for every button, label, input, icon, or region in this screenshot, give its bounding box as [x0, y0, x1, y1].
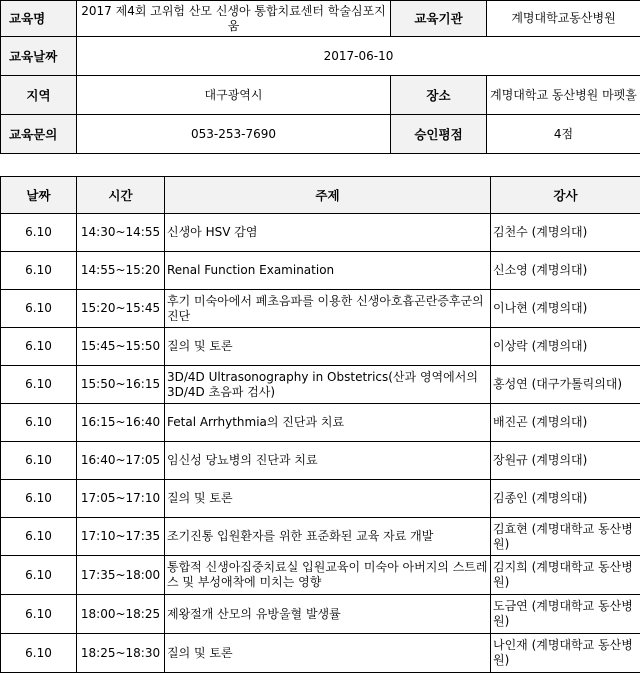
table-row [1, 290, 640, 328]
row-time: 14:55~15:20 [77, 252, 165, 290]
row-time: 15:20~15:45 [77, 290, 165, 328]
row-topic: 후기 미숙아에서 폐초음파를 이용한 신생아호흡곤란증후군의 진단 [165, 290, 491, 328]
row-lecturer: 배진곤 (계명의대) [491, 404, 640, 442]
row-lecturer: 나인재 (계명대학교 동산병원) [491, 634, 640, 673]
date-value: 2017-06-10 [77, 37, 640, 76]
row-time: 18:00~18:25 [77, 595, 165, 634]
date-label: 교육날짜 [1, 37, 77, 76]
row-time: 18:25~18:30 [77, 634, 165, 673]
table-row [1, 518, 640, 556]
table-row [1, 214, 640, 252]
row-lecturer: 장원규 (계명의대) [491, 442, 640, 480]
row-date: 6.10 [1, 556, 77, 595]
row-time: 17:05~17:10 [77, 480, 165, 518]
row-topic: 통합적 신생아집중치료실 입원교육이 미숙아 아버지의 스트레스 및 부성애착에 미치는 영향 [165, 556, 491, 595]
row-date: 6.10 [1, 214, 77, 252]
row-time: 17:10~17:35 [77, 518, 165, 556]
row-topic: 3D/4D Ultrasonography in Obstetrics(산과 영역에서의 3D/4D 초음파 검사) [165, 366, 491, 404]
course-info-table [0, 0, 640, 154]
row-lecturer: 도금연 (계명대학교 동산병원) [491, 595, 640, 634]
schedule-header-lecturer: 강사 [491, 177, 640, 214]
venue-value: 계명대학교 동산병원 마펫홀 [487, 76, 640, 115]
row-time: 14:30~14:55 [77, 214, 165, 252]
row-date: 6.10 [1, 366, 77, 404]
row-lecturer: 홍성연 (대구가톨릭의대) [491, 366, 640, 404]
table-row [1, 404, 640, 442]
row-topic: 질의 및 토론 [165, 328, 491, 366]
row-topic: 조기진통 입원환자를 위한 표준화된 교육 자료 개발 [165, 518, 491, 556]
table-row [1, 366, 640, 404]
row-lecturer: 이나현 (계명의대) [491, 290, 640, 328]
row-lecturer: 김효현 (계명대학교 동산병원) [491, 518, 640, 556]
row-date: 6.10 [1, 518, 77, 556]
course-name-value: 2017 제4회 고위험 산모 신생아 통합치료센터 학술심포지움 [77, 1, 391, 37]
institution-label: 교육기관 [391, 1, 487, 37]
institution-value: 계명대학교동산병원 [487, 1, 640, 37]
row-topic: Renal Function Examination [165, 252, 491, 290]
date-row [1, 37, 640, 76]
row-date: 6.10 [1, 290, 77, 328]
schedule-table [0, 176, 640, 673]
row-topic: 임신성 당뇨병의 진단과 치료 [165, 442, 491, 480]
row-topic: 질의 및 토론 [165, 480, 491, 518]
table-row [1, 252, 640, 290]
row-date: 6.10 [1, 634, 77, 673]
region-row [1, 76, 640, 115]
region-label: 지역 [1, 76, 77, 115]
row-lecturer: 김천수 (계명의대) [491, 214, 640, 252]
course-name-label: 교육명 [1, 1, 77, 37]
row-time: 16:40~17:05 [77, 442, 165, 480]
table-row [1, 442, 640, 480]
row-date: 6.10 [1, 404, 77, 442]
schedule-header-row [1, 177, 640, 214]
schedule-header-time: 시간 [77, 177, 165, 214]
row-lecturer: 신소영 (계명의대) [491, 252, 640, 290]
row-date: 6.10 [1, 480, 77, 518]
contact-row [1, 115, 640, 154]
row-lecturer: 김지희 (계명대학교 동산병원) [491, 556, 640, 595]
row-date: 6.10 [1, 252, 77, 290]
table-row [1, 328, 640, 366]
contact-label: 교육문의 [1, 115, 77, 154]
row-date: 6.10 [1, 442, 77, 480]
table-row [1, 480, 640, 518]
schedule-header-date: 날짜 [1, 177, 77, 214]
row-time: 17:35~18:00 [77, 556, 165, 595]
row-topic: 질의 및 토론 [165, 634, 491, 673]
credit-value: 4점 [487, 115, 640, 154]
row-topic: Fetal Arrhythmia의 진단과 치료 [165, 404, 491, 442]
row-time: 15:50~16:15 [77, 366, 165, 404]
schedule-header-topic: 주제 [165, 177, 491, 214]
row-date: 6.10 [1, 595, 77, 634]
contact-value: 053-253-7690 [77, 115, 391, 154]
schedule-body [1, 214, 640, 673]
row-time: 15:45~15:50 [77, 328, 165, 366]
row-lecturer: 이상락 (계명의대) [491, 328, 640, 366]
row-lecturer: 김종인 (계명의대) [491, 480, 640, 518]
row-topic: 제왕절개 산모의 유방울혈 발생률 [165, 595, 491, 634]
row-time: 16:15~16:40 [77, 404, 165, 442]
credit-label: 승인평점 [391, 115, 487, 154]
region-value: 대구광역시 [77, 76, 391, 115]
row-topic: 신생아 HSV 감염 [165, 214, 491, 252]
table-row [1, 556, 640, 595]
table-row [1, 595, 640, 634]
course-name-row [1, 1, 640, 37]
venue-label: 장소 [391, 76, 487, 115]
table-row [1, 634, 640, 673]
row-date: 6.10 [1, 328, 77, 366]
